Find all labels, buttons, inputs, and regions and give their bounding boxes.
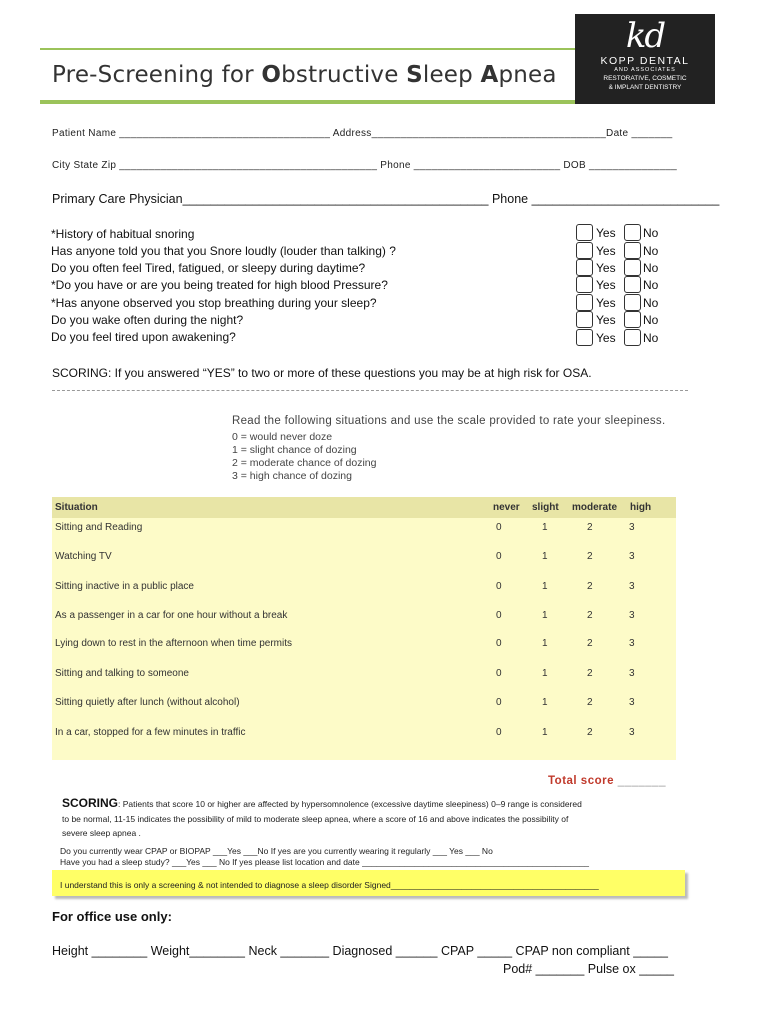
scale-intro: Read the following situations and use the scale provided to rate your sleepiness.: [232, 415, 666, 427]
no-label: No: [643, 244, 659, 258]
header-high: high: [630, 502, 652, 513]
ess-scoring-line-2: to be normal, 11-15 indicates the possibility of mild to moderate sleep apnea, where a score of 16 and above indicates the possibility of: [62, 814, 569, 824]
score-option[interactable]: 2: [587, 610, 593, 621]
logo-specialty-2: & IMPLANT DENTISTRY: [608, 84, 682, 91]
question-1: *History of habitual snoring: [51, 227, 195, 241]
score-option[interactable]: 2: [587, 638, 593, 649]
table-row-situation: Sitting inactive in a public place: [55, 581, 194, 592]
no-checkbox[interactable]: [624, 242, 641, 259]
score-option[interactable]: 0: [496, 727, 502, 738]
total-score[interactable]: Total score _______: [548, 775, 666, 787]
score-option[interactable]: 1: [542, 610, 548, 621]
page-title: Pre-Screening for Obstructive Sleep Apnea: [52, 62, 557, 88]
no-label: No: [643, 313, 659, 327]
question-3: Do you often feel Tired, fatigued, or sleepy during daytime?: [51, 261, 366, 275]
score-option[interactable]: 1: [542, 638, 548, 649]
header-moderate: moderate: [572, 502, 618, 513]
no-checkbox[interactable]: [624, 276, 641, 293]
no-label: No: [643, 261, 659, 275]
scale-item-2: 2 = moderate chance of dozing: [232, 457, 377, 469]
logo-specialty-1: RESTORATIVE, COSMETIC: [603, 75, 687, 82]
score-option[interactable]: 3: [629, 668, 635, 679]
score-option[interactable]: 1: [542, 522, 548, 533]
ess-scoring-line-1: SCORING: Patients that score 10 or higher are affected by hypersomnolence (excessive daytime sleepiness) 0–9 range is considered: [62, 796, 582, 810]
score-option[interactable]: 0: [496, 697, 502, 708]
score-option[interactable]: 3: [629, 610, 635, 621]
no-checkbox[interactable]: [624, 311, 641, 328]
score-option[interactable]: 1: [542, 581, 548, 592]
logo-associates: AND ASSOCIATES: [614, 67, 676, 73]
logo-mark: kd: [625, 16, 665, 56]
score-option[interactable]: 2: [587, 581, 593, 592]
ess-scoring-line-3: severe sleep apnea .: [62, 828, 141, 838]
question-4: *Do you have or are you being treated for high blood Pressure?: [51, 278, 388, 292]
question-7: Do you feel tired upon awakening?: [51, 330, 236, 344]
office-measurements[interactable]: Height ________ Weight________ Neck _______ Diagnosed ______ CPAP _____ CPAP non compliant _____: [52, 944, 668, 958]
no-label: No: [643, 331, 659, 345]
yes-label: Yes: [596, 226, 616, 240]
score-option[interactable]: 2: [587, 727, 593, 738]
yes-label: Yes: [596, 331, 616, 345]
kopp-dental-logo: [575, 14, 715, 104]
yes-label: Yes: [596, 261, 616, 275]
yes-label: Yes: [596, 278, 616, 292]
score-option[interactable]: 0: [496, 551, 502, 562]
score-option[interactable]: 2: [587, 522, 593, 533]
divider: [52, 390, 688, 391]
table-row-situation: Lying down to rest in the afternoon when time permits: [55, 638, 292, 649]
table-row-situation: Watching TV: [55, 551, 112, 562]
score-option[interactable]: 3: [629, 697, 635, 708]
no-label: No: [643, 296, 659, 310]
score-option[interactable]: 3: [629, 551, 635, 562]
no-checkbox[interactable]: [624, 224, 641, 241]
osa-scoring: SCORING: If you answered “YES” to two or more of these questions you may be at high risk for OSA.: [52, 366, 592, 380]
header-situation: Situation: [55, 502, 98, 513]
score-option[interactable]: 1: [542, 668, 548, 679]
score-option[interactable]: 0: [496, 522, 502, 533]
score-option[interactable]: 0: [496, 638, 502, 649]
score-option[interactable]: 2: [587, 697, 593, 708]
address-info-line[interactable]: City State Zip ____________________________________________ Phone _________________________ DOB _______________: [52, 160, 677, 171]
score-option[interactable]: 2: [587, 551, 593, 562]
yes-checkbox[interactable]: [576, 311, 593, 328]
yes-checkbox[interactable]: [576, 224, 593, 241]
office-pod-pulse[interactable]: Pod# _______ Pulse ox _____: [503, 962, 674, 976]
score-option[interactable]: 1: [542, 551, 548, 562]
logo-name: KOPP DENTAL: [600, 55, 690, 67]
acknowledgement-signature[interactable]: I understand this is only a screening & not intended to diagnose a sleep disorder Signed____________________________________________: [60, 880, 599, 890]
scale-item-0: 0 = would never doze: [232, 431, 333, 443]
score-option[interactable]: 0: [496, 581, 502, 592]
score-option[interactable]: 1: [542, 727, 548, 738]
patient-info-line[interactable]: Patient Name ____________________________________ Address________________________________________Date _______: [52, 128, 673, 139]
header-never: never: [493, 502, 520, 513]
table-row-situation: As a passenger in a car for one hour without a break: [55, 610, 288, 621]
yes-checkbox[interactable]: [576, 276, 593, 293]
yes-checkbox[interactable]: [576, 259, 593, 276]
yes-label: Yes: [596, 296, 616, 310]
score-option[interactable]: 3: [629, 727, 635, 738]
score-option[interactable]: 0: [496, 610, 502, 621]
header-slight: slight: [532, 502, 559, 513]
sleep-study-question[interactable]: Have you had a sleep study? ___Yes ___ No If yes please list location and date ________________________________________________: [60, 857, 590, 867]
score-option[interactable]: 0: [496, 668, 502, 679]
sleepiness-table: [52, 497, 676, 760]
no-checkbox[interactable]: [624, 329, 641, 346]
no-label: No: [643, 226, 659, 240]
score-option[interactable]: 1: [542, 697, 548, 708]
scale-item-1: 1 = slight chance of dozing: [232, 444, 357, 456]
yes-checkbox[interactable]: [576, 294, 593, 311]
score-option[interactable]: 3: [629, 522, 635, 533]
scale-item-3: 3 = high chance of dozing: [232, 470, 352, 482]
office-use-heading: For office use only:: [52, 909, 172, 924]
yes-label: Yes: [596, 313, 616, 327]
yes-label: Yes: [596, 244, 616, 258]
cpap-question[interactable]: Do you currently wear CPAP or BIOPAP ___Yes ___No If yes are you currently wearing it regularly ___ Yes ___ No: [60, 846, 493, 856]
question-2: Has anyone told you that you Snore loudly (louder than talking) ?: [51, 244, 396, 258]
table-row-situation: Sitting and Reading: [55, 522, 143, 533]
table-row-situation: Sitting quietly after lunch (without alcohol): [55, 697, 240, 708]
question-6: Do you wake often during the night?: [51, 313, 244, 327]
yes-checkbox[interactable]: [576, 242, 593, 259]
question-5: *Has anyone observed you stop breathing during your sleep?: [51, 296, 377, 310]
table-row-situation: Sitting and talking to someone: [55, 668, 189, 679]
no-checkbox[interactable]: [624, 259, 641, 276]
score-option[interactable]: 3: [629, 581, 635, 592]
score-option[interactable]: 2: [587, 668, 593, 679]
no-checkbox[interactable]: [624, 294, 641, 311]
physician-line[interactable]: Primary Care Physician____________________________________________ Phone ___________________________: [52, 192, 720, 206]
table-row-situation: In a car, stopped for a few minutes in traffic: [55, 727, 246, 738]
no-label: No: [643, 278, 659, 292]
yes-checkbox[interactable]: [576, 329, 593, 346]
score-option[interactable]: 3: [629, 638, 635, 649]
